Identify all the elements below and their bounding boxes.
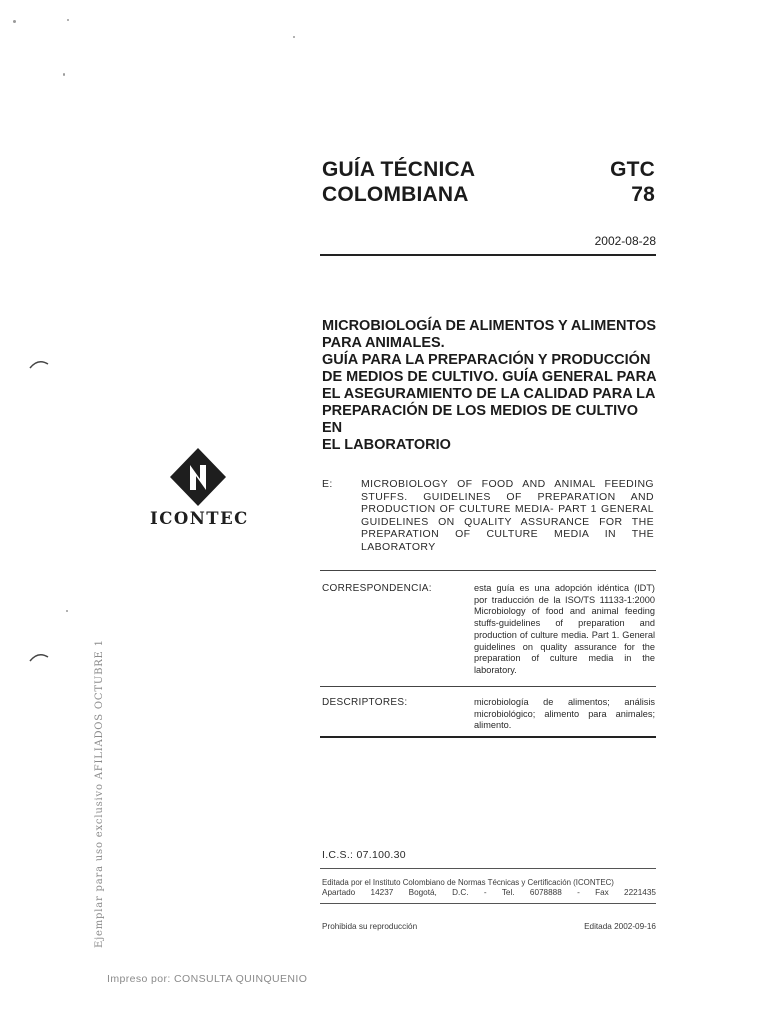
punch-hole-mark: [28, 649, 50, 663]
contact-part: Fax: [595, 888, 609, 897]
punch-hole-mark: [28, 356, 50, 370]
scan-speck: [63, 73, 65, 76]
scan-speck: [66, 610, 68, 612]
document-code: [580, 157, 655, 207]
scan-speck: [13, 20, 16, 23]
section-rule: [320, 903, 656, 904]
document-title: [322, 318, 662, 454]
title-line: MICROBIOLOGÍA DE ALIMENTOS Y ALIMENTOS: [322, 318, 657, 334]
title-line: EL LABORATORIO: [322, 437, 451, 453]
header-rule: [320, 254, 656, 256]
english-prefix: E:: [322, 478, 333, 490]
title-line: PREPARACIÓN DE LOS MEDIOS DE CULTIVO EN: [322, 403, 639, 436]
contact-part: 6078888: [529, 888, 562, 897]
section-rule: [320, 868, 656, 869]
code-label: GTC: [610, 158, 655, 181]
title-line: PARA ANIMALES.: [322, 335, 445, 351]
publication-date: 2002-08-28: [594, 234, 656, 248]
contact-part: 14237: [370, 888, 394, 897]
code-number: 78: [631, 183, 655, 206]
publisher-line: Editada por el Instituto Colombiano de Normas Técnicas y Certificación (ICONTEC): [322, 878, 614, 887]
printed-by: Impreso por: CONSULTA QUINQUENIO: [107, 973, 308, 985]
document-type-title: [322, 157, 475, 207]
icontec-logo-icon: [170, 448, 226, 506]
correspondencia-label: CORRESPONDENCIA:: [322, 583, 432, 594]
correspondencia-text: esta guía es una adopción idéntica (IDT) por traducción de la ISO/TS 11133-1:2000 Microbiology of food and animal feeding stuffs-guidelines of preparation and production of culture media. Part 1. General guidelines on quality assurance for the preparation of culture media in the laboratory.: [474, 583, 655, 675]
section-rule: [320, 736, 656, 738]
title-line: COLOMBIANA: [322, 183, 469, 206]
title-line: DE MEDIOS DE CULTIVO. GUÍA GENERAL PARA: [322, 369, 657, 385]
edition-date: Editada 2002-09-16: [584, 922, 656, 931]
section-rule: [320, 570, 656, 571]
ics-code: I.C.S.: 07.100.30: [322, 849, 406, 861]
contact-part: -: [483, 888, 487, 897]
english-title: MICROBIOLOGY OF FOOD AND ANIMAL FEEDING STUFFS. GUIDELINES OF PREPARATION AND PRODUCTION OF CULTURE MEDIA- PART 1 GENERAL GUIDELINES ON QUALITY ASSURANCE FOR THE PREPARATION OF CULTURE MEDIA IN THE LABORATORY: [361, 478, 654, 553]
contact-part: Bogotá,: [408, 888, 437, 897]
scan-speck: [67, 19, 69, 21]
descriptores-text: microbiología de alimentos; análisis microbiológico; alimento para animales; alimento.: [474, 697, 655, 731]
contact-part: 2221435: [624, 888, 656, 897]
side-stamp: Ejemplar para uso exclusivo AFILIADOS OCTUBRE 1: [94, 639, 105, 948]
publisher-contact: [322, 888, 656, 897]
contact-part: Apartado: [322, 888, 356, 897]
contact-part: D.C.: [452, 888, 469, 897]
title-line: EL ASEGURAMIENTO DE LA CALIDAD PARA LA: [322, 386, 656, 402]
descriptores-label: DESCRIPTORES:: [322, 697, 408, 708]
icontec-logo-text: ICONTEC: [150, 509, 249, 528]
title-line: GUÍA TÉCNICA: [322, 158, 476, 181]
scan-speck: [293, 36, 295, 38]
contact-part: Tel.: [501, 888, 515, 897]
section-rule: [320, 686, 656, 687]
title-line: GUÍA PARA LA PREPARACIÓN Y PRODUCCIÓN: [322, 352, 651, 368]
prohibited-notice: Prohibida su reproducción: [322, 922, 418, 931]
contact-part: -: [577, 888, 580, 897]
